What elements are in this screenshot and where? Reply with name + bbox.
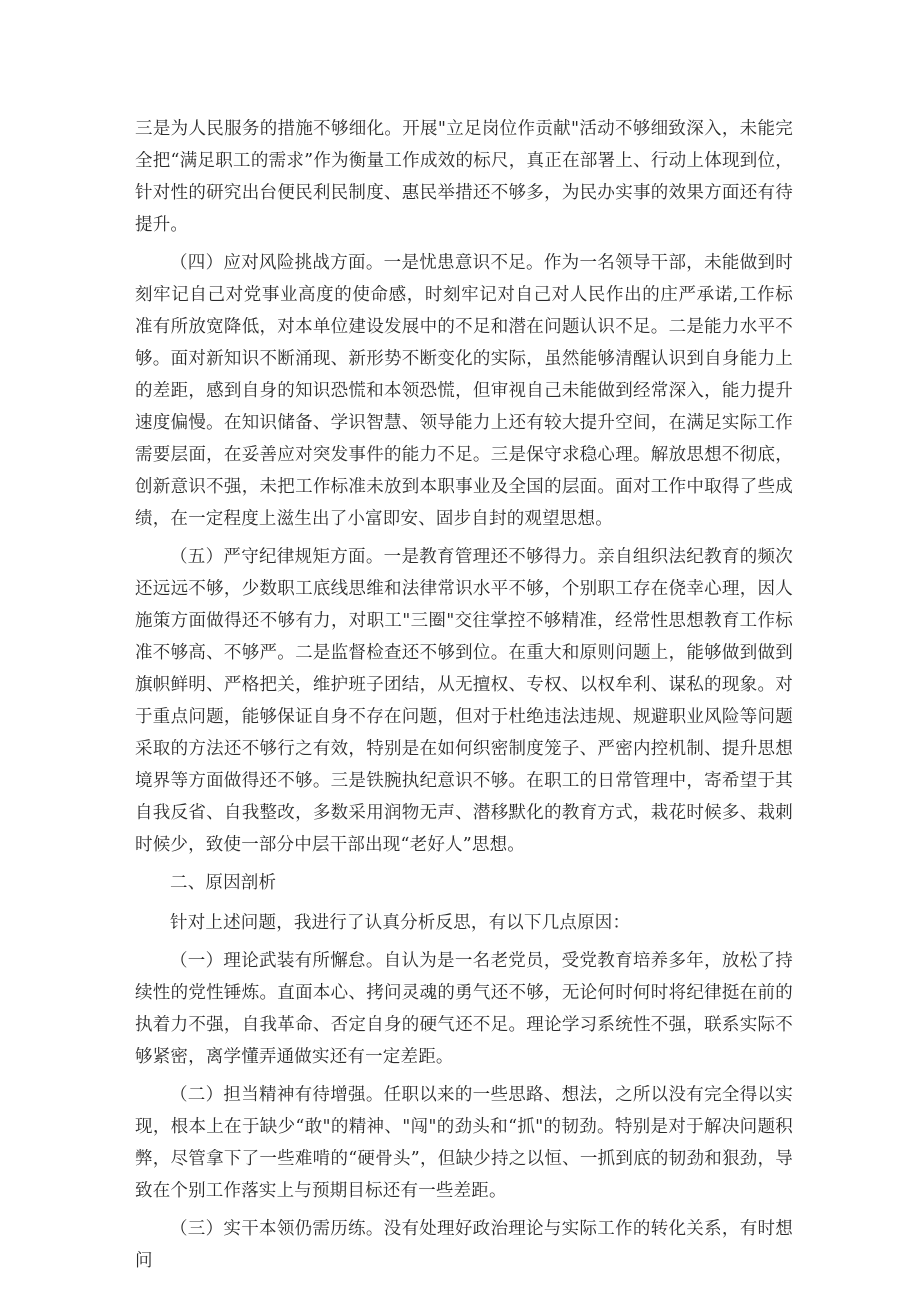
- paragraph-lead: （三）实干本领仍需历练。: [170, 1219, 384, 1239]
- section-heading-cause-analysis: [135, 867, 793, 899]
- paragraph-discipline-rules: [135, 541, 793, 861]
- paragraph-text: 一是教育管理还不够得力。亲自组织法纪教育的频次还远远不够，少数职工底线思维和法律常识水平不够，个别职工存在侥幸心理，因人施策方面做得还不够有力，对职工"三圈"交往掌控不够精准，经常性思想教育工作标准不够高、不够严。二是监督检查还不够到位。在重大和原则问题上，能够做到做到旗帜鲜明、严格把关，维护班子团结，从无擅权、专权、以权牟利、谋私的现象。对于重点问题，能够保证自身不存在问题，但对于杜绝违法违规、规避职业风险等问题采取的方法还不够行之有效，特别是在如何织密制度笼子、严密内控机制、提升思想境界等方面做得还不够。三是铁腕执纪意识不够。在职工的日常管理中，寄希望于其自我反省、自我整改，多数采用润物无声、潜移默化的教育方式，栽花时候多、栽刺时候少，致使一部分中层干部出现“老好人”思想。: [135, 547, 793, 855]
- paragraph-lead: （一）理论武装有所懈怠。: [170, 951, 384, 971]
- paragraph-lead: （四）应对风险挑战方面。: [170, 253, 384, 273]
- paragraph-service-measures: [135, 113, 793, 241]
- document-body: [135, 113, 793, 1283]
- paragraph-lead: （二）担当精神有待增强。: [170, 1085, 384, 1105]
- paragraph-practical-skills: [135, 1213, 793, 1277]
- section-heading-text: 二、原因剖析: [170, 873, 277, 893]
- paragraph-text: 任职以来的一些思路、想法，之所以没有完全得以实现，根本上在于缺少“敢"的精神、"闯"的劲头和“抓"的韧劲。特别是对于解决问题积弊，尽管拿下了一些难啃的“硬骨头”，但缺少持之以恒、一抓到底的韧劲和狠劲，导致在个别工作落实上与预期目标还有一些差距。: [135, 1085, 793, 1201]
- paragraph-text: 一是忧患意识不足。作为一名领导干部，未能做到时刻牢记自己对党事业高度的使命感，时刻牢记对自己对人民作出的庄严承诺,工作标准有所放宽降低，对本单位建设发展中的不足和潜在问题认识不足。二是能力水平不够。面对新知识不断涌现、新形势不断变化的实际，虽然能够清醒认识到自身能力上的差距，感到自身的知识恐慌和本领恐慌，但审视自己未能做到经常深入，能力提升速度偏慢。在知识储备、学识智慧、领导能力上还有较大提升空间，在满足实际工作需要层面，在妥善应对突发事件的能力不足。三是保守求稳心理。解放思想不彻底，创新意识不强，未把工作标准未放到本职事业及全国的层面。面对工作中取得了些成绩，在一定程度上滋生出了小富即安、固步自封的观望思想。: [135, 253, 793, 529]
- paragraph-responsibility-spirit: [135, 1079, 793, 1207]
- paragraph-theory-armament: [135, 945, 793, 1073]
- paragraph-cause-intro: [135, 907, 793, 939]
- paragraph-text: 没有处理好政治理论与实际工作的转化关系，有时想问: [135, 1219, 793, 1271]
- paragraph-lead: （五）严守纪律规矩方面。: [170, 547, 384, 567]
- paragraph-text: 三是为人民服务的措施不够细化。开展"立足岗位作贡献"活动不够细致深入，未能完全把“满足职工的需求”作为衡量工作成效的标尺，真正在部署上、行动上体现到位，针对性的研究出台便民利民制度、惠民举措还不够多，为民办实事的效果方面还有待提升。: [135, 119, 793, 235]
- paragraph-risk-challenges: [135, 247, 793, 535]
- paragraph-text: 针对上述问题，我进行了认真分析反思，有以下几点原因：: [170, 913, 631, 933]
- paragraph-text: 自认为是一名老党员，受党教育培养多年，放松了持续性的党性锤炼。直面本心、拷问灵魂的勇气还不够，无论何时何时将纪律挺在前的执着力不强，自我革命、否定自身的硬气还不足。理论学习系统性不强，联系实际不够紧密，离学懂弄通做实还有一定差距。: [135, 951, 793, 1067]
